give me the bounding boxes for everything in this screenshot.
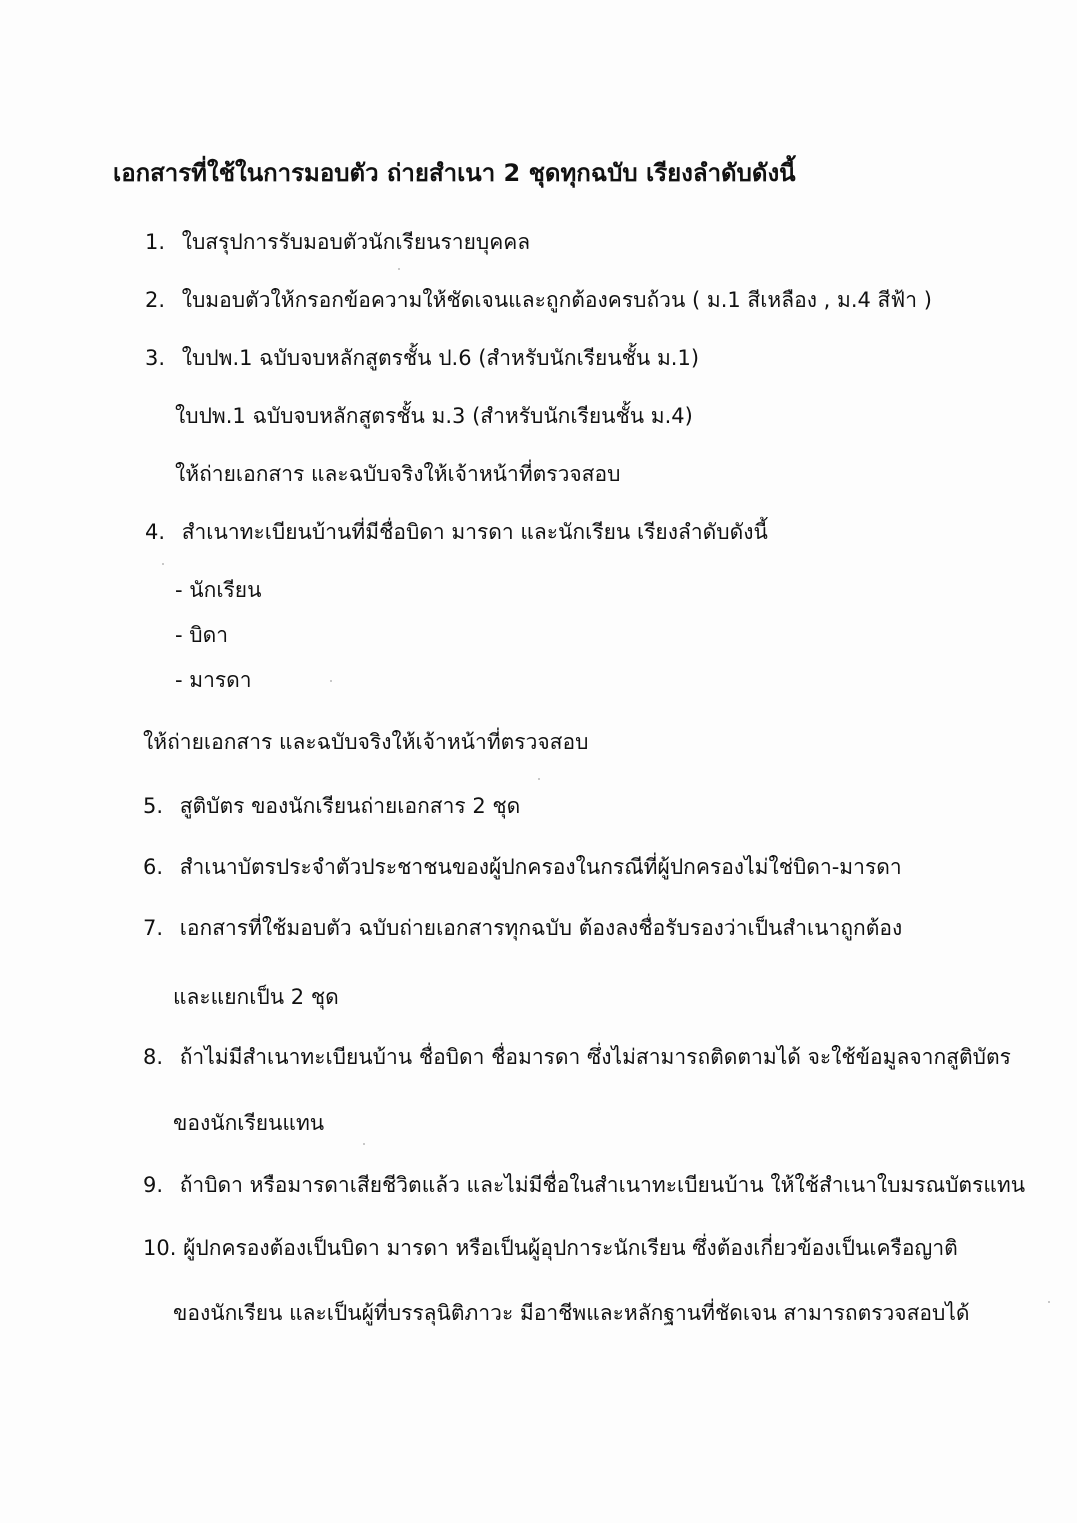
sub-item-mother — [175, 665, 252, 695]
item-text: ให้ถ่ายเอกสาร และฉบับจริงให้เจ้าหน้าที่ตรวจสอบ — [175, 462, 621, 486]
item-number: 7. — [143, 916, 164, 940]
list-item-3-note — [175, 459, 620, 489]
list-item-4-note — [143, 727, 588, 757]
item-text: และแยกเป็น 2 ชุด — [173, 985, 339, 1009]
list-item-7-continuation — [173, 982, 339, 1012]
item-text: เอกสารที่ใช้มอบตัว ฉบับถ่ายเอกสารทุกฉบับ ต้องลงชื่อรับรองว่าเป็นสำเนาถูกต้อง — [179, 916, 903, 940]
document-title: เอกสารที่ใช้ในการมอบตัว ถ่ายสำเนา 2 ชุดทุกฉบับ เรียงลำดับดังนี้ — [113, 159, 796, 187]
item-text: สำเนาทะเบียนบ้านที่มีชื่อบิดา มารดา และนักเรียน เรียงลำดับดังนี้ — [181, 520, 768, 544]
item-number: 4. — [145, 520, 166, 544]
item-text: ผู้ปกครองต้องเป็นบิดา มารดา หรือเป็นผู้อุปการะนักเรียน ซึ่งต้องเกี่ยวข้องเป็นเครือญาติ — [183, 1236, 958, 1260]
item-number: 6. — [143, 855, 164, 879]
scan-speck — [1048, 1301, 1050, 1303]
item-number: 1. — [145, 230, 166, 254]
item-text: สูติบัตร ของนักเรียนถ่ายเอกสาร 2 ชุด — [179, 794, 521, 818]
list-item-1 — [145, 227, 530, 257]
item-number: 3. — [145, 346, 166, 370]
item-number: 8. — [143, 1045, 164, 1069]
list-item-7 — [143, 913, 902, 943]
item-text: ใบปพ.1 ฉบับจบหลักสูตรชั้น ม.3 (สำหรับนักเรียนชั้น ม.4) — [175, 404, 693, 428]
item-text: ของนักเรียนแทน — [173, 1111, 325, 1135]
scan-speck — [363, 1143, 365, 1145]
sub-item-student — [175, 575, 261, 605]
item-text: ให้ถ่ายเอกสาร และฉบับจริงให้เจ้าหน้าที่ตรวจสอบ — [143, 730, 589, 754]
list-item-2 — [145, 285, 932, 315]
sub-item-father — [175, 620, 228, 650]
item-number: 10. — [143, 1236, 177, 1260]
list-item-8 — [143, 1042, 1011, 1072]
list-item-10-continuation — [173, 1298, 970, 1328]
list-item-3 — [145, 343, 699, 373]
scan-speck — [162, 563, 164, 565]
scan-speck — [538, 778, 540, 780]
item-text: ถ้าไม่มีสำเนาทะเบียนบ้าน ชื่อบิดา ชื่อมารดา ซึ่งไม่สามารถติดตามได้ จะใช้ข้อมูลจากสูติบัตร — [179, 1045, 1011, 1069]
scan-speck — [398, 268, 400, 270]
list-item-8-continuation — [173, 1108, 324, 1138]
item-text: ใบปพ.1 ฉบับจบหลักสูตรชั้น ป.6 (สำหรับนักเรียนชั้น ม.1) — [181, 346, 700, 370]
item-text: - บิดา — [175, 623, 229, 647]
item-text: - นักเรียน — [175, 578, 262, 602]
scan-speck — [330, 680, 332, 682]
list-item-4 — [145, 517, 768, 547]
item-text: ถ้าบิดา หรือมารดาเสียชีวิตแล้ว และไม่มีชื่อในสำเนาทะเบียนบ้าน ให้ใช้สำเนาใบมรณบัตรแทน — [179, 1173, 1026, 1197]
list-item-3-continuation — [175, 401, 693, 431]
item-number: 2. — [145, 288, 166, 312]
item-number: 5. — [143, 794, 164, 818]
list-item-5 — [143, 791, 520, 821]
item-text: ใบสรุปการรับมอบตัวนักเรียนรายบุคคล — [181, 230, 531, 254]
item-number: 9. — [143, 1173, 164, 1197]
item-text: สำเนาบัตรประจำตัวประชาชนของผู้ปกครองในกรณีที่ผู้ปกครองไม่ใช่บิดา-มารดา — [179, 855, 902, 879]
list-item-9 — [143, 1170, 1025, 1200]
item-text: ใบมอบตัวให้กรอกข้อความให้ชัดเจนและถูกต้องครบถ้วน ( ม.1 สีเหลือง , ม.4 สีฟ้า ) — [181, 288, 932, 312]
item-text: - มารดา — [175, 668, 252, 692]
list-item-10 — [143, 1233, 958, 1263]
list-item-6 — [143, 852, 902, 882]
item-text: ของนักเรียน และเป็นผู้ที่บรรลุนิติภาวะ มีอาชีพและหลักฐานที่ชัดเจน สามารถตรวจสอบได้ — [173, 1301, 970, 1325]
